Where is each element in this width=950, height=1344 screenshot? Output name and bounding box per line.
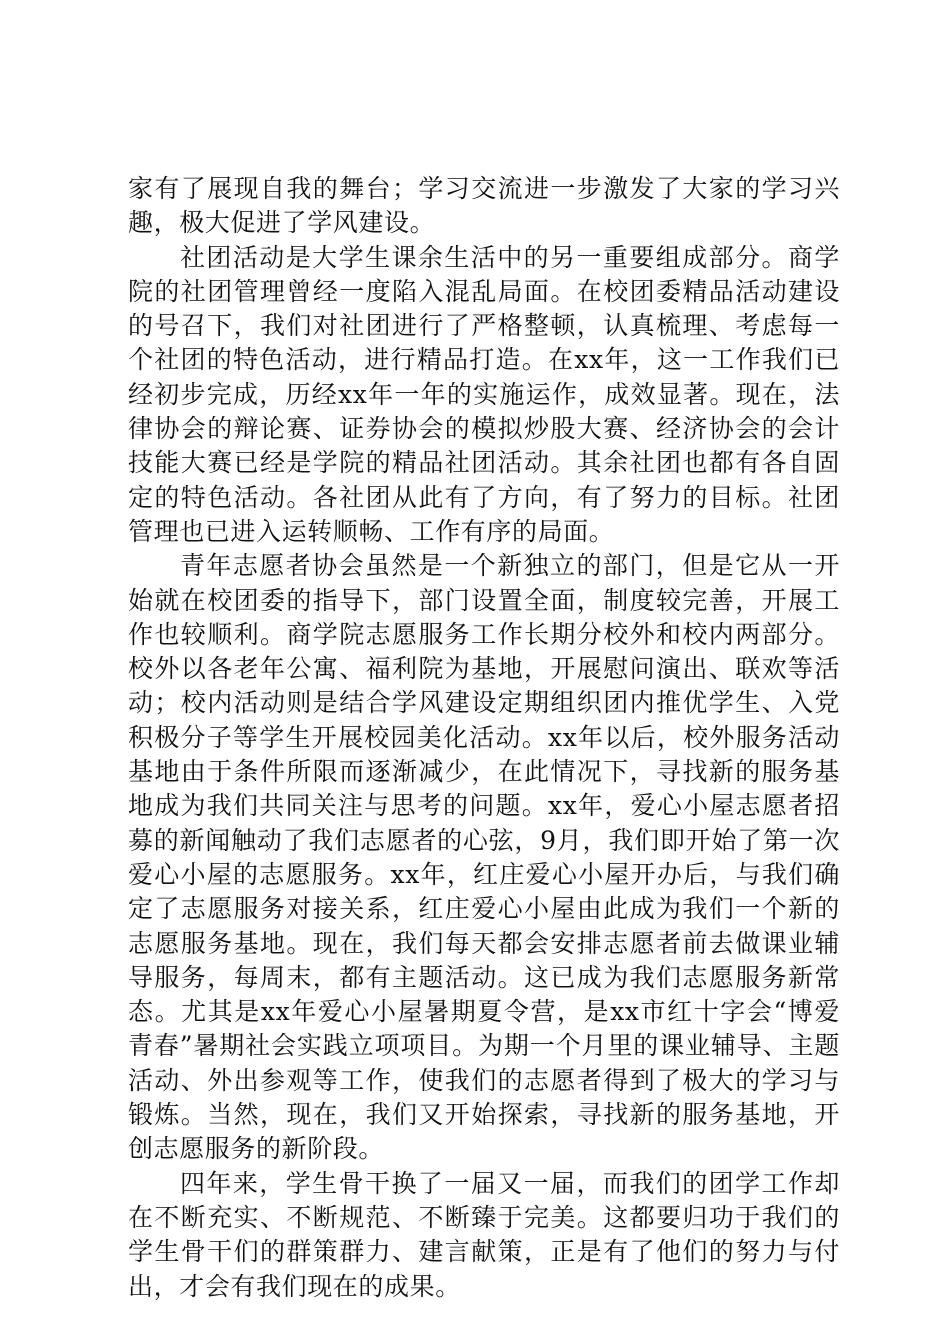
paragraph-conclusion: 四年来，学生骨干换了一届又一届，而我们的团学工作却在不断充实、不断规范、不断臻于完美。这都要归功于我们的学生骨干们的群策群力、建言献策，正是有了他们的努力与付出，才会有我们现在的成果。 (128, 1168, 840, 1301)
document-body (128, 172, 840, 1304)
paragraph-volunteer-association: 青年志愿者协会虽然是一个新独立的部门，但是它从一开始就在校团委的指导下，部门设置全面，制度较完善，开展工作也较顺利。商学院志愿服务工作长期分校外和校内两部分。校外以各老年公寓、福利院为基地，开展慰问演出、联欢等活动；校内活动则是结合学风建设定期组织团内推优学生、入党积极分子等学生开展校园美化活动。xx年以后，校外服务活动基地由于条件所限而逐渐减少，在此情况下，寻找新的服务基地成为我们共同关注与思考的问题。xx年，爱心小屋志愿者招募的新闻触动了我们志愿者的心弦，9月，我们即开始了第一次爱心小屋的志愿服务。xx年，红庄爱心小屋开办后，与我们确定了志愿服务对接关系，红庄爱心小屋由此成为我们一个新的志愿服务基地。现在，我们每天都会安排志愿者前去做课业辅导服务，每周末，都有主题活动。这已成为我们志愿服务新常态。尤其是xx年爱心小屋暑期夏令营，是xx市红十字会“博爱青春”暑期社会实践立项项目。为期一个月里的课业辅导、主题活动、外出参观等工作，使我们的志愿者得到了极大的学习与锻炼。当然，现在，我们又开始探索，寻找新的服务基地，开创志愿服务的新阶段。 (128, 551, 840, 1164)
paragraph-continuation: 家有了展现自我的舞台；学习交流进一步激发了大家的学习兴趣，极大促进了学风建设。 (128, 174, 840, 238)
paragraph-club-activities: 社团活动是大学生课余生活中的另一重要组成部分。商学院的社团管理曾经一度陷入混乱局面。在校团委精品活动建设的号召下，我们对社团进行了严格整顿，认真梳理、考虑每一个社团的特色活动，进行精品打造。在xx年，这一工作我们已经初步完成，历经xx年一年的实施运作，成效显著。现在，法律协会的辩论赛、证券协会的模拟炒股大赛、经济协会的会计技能大赛已经是学院的精品社团活动。其余社团也都有各自固定的特色活动。各社团从此有了方向，有了努力的目标。社团管理也已进入运转顺畅、工作有序的局面。 (128, 242, 840, 546)
